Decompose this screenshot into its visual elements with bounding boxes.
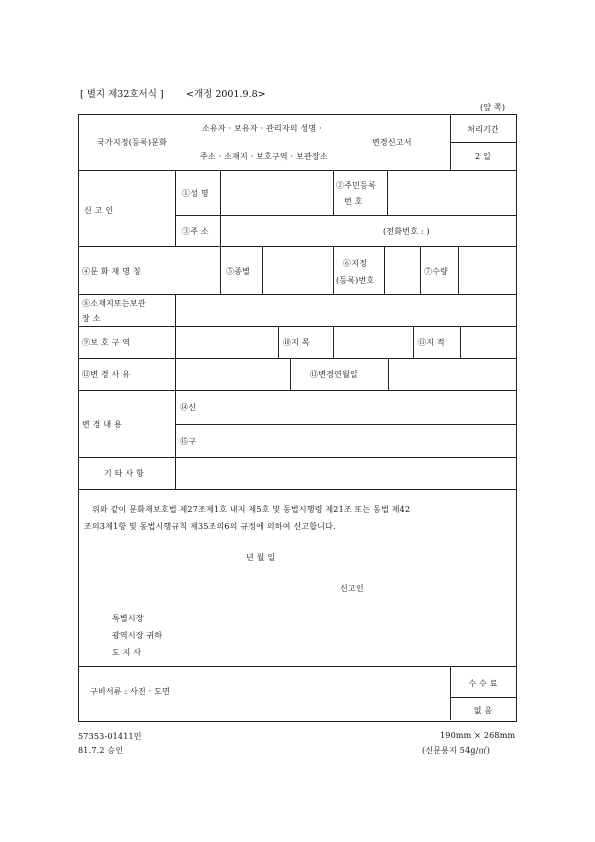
addressee-3: 도 지 사 bbox=[112, 648, 142, 657]
type-label: ⑤종별 bbox=[226, 267, 251, 276]
form-reference: [ 별지 제32호서식 ] bbox=[80, 89, 164, 100]
processing-period-value: 2 일 bbox=[475, 152, 491, 161]
resident-number-label-1: ②주민등록 bbox=[336, 181, 376, 190]
quantity-field[interactable] bbox=[459, 247, 515, 293]
lot-type-field[interactable] bbox=[334, 327, 412, 357]
addressee-1: 특별시장 bbox=[112, 614, 144, 623]
type-field[interactable] bbox=[263, 247, 332, 293]
statement-line-1: 위와 같이 문화재보호법 제27조제1호 내지 제5호 및 동법시행령 제21조 또는 동법 제42 bbox=[92, 505, 411, 514]
change-date-field[interactable] bbox=[389, 359, 515, 389]
area-label: ⑪지 적 bbox=[418, 338, 445, 347]
new-label: ⑭신 bbox=[180, 403, 197, 412]
other-label: 기 타 사 항 bbox=[104, 469, 144, 478]
heritage-name-label: ④문 화 재 명 칭 bbox=[82, 267, 141, 276]
quantity-label: ⑦수량 bbox=[424, 267, 449, 276]
reporter-label: 신 고 인 bbox=[84, 206, 114, 215]
paper-type: (신문용지 54g/㎡) bbox=[422, 746, 491, 755]
revision-note: <개정 2001.9.8> bbox=[186, 89, 266, 100]
title-line-2: 주소 · 소재지 · 보호구역 · 보관장소 bbox=[200, 152, 328, 161]
old-label: ⑮구 bbox=[180, 437, 197, 446]
fee-value: 없 음 bbox=[473, 706, 493, 715]
name-field[interactable] bbox=[221, 171, 332, 214]
location-label-1: ⑧소재지또는보관 bbox=[82, 299, 146, 308]
old-content-field[interactable] bbox=[200, 425, 515, 456]
heritage-name-field[interactable] bbox=[176, 247, 219, 293]
title-line-1: 소유자 · 보유자 · 관리자의 성명 · bbox=[202, 124, 322, 133]
addressee-2: 광역시장 귀하 bbox=[112, 631, 163, 640]
other-field[interactable] bbox=[176, 458, 515, 488]
title-prefix: 국가지정(등록)문화 bbox=[97, 138, 168, 147]
title-suffix: 변경신고서 bbox=[372, 138, 412, 147]
location-field[interactable] bbox=[176, 295, 515, 325]
change-date-label: ⑬변경연월일 bbox=[310, 370, 358, 379]
lot-type-label: ⑩지 목 bbox=[283, 338, 310, 347]
paper-size: 190mm × 268mm bbox=[440, 731, 516, 740]
date-line[interactable]: 년 월 일 bbox=[246, 553, 276, 562]
change-reason-field[interactable] bbox=[176, 359, 289, 389]
area-field[interactable] bbox=[461, 327, 515, 357]
signer-label: 신고인 bbox=[340, 584, 364, 593]
name-label: ①성 명 bbox=[182, 189, 209, 198]
designation-label-1: ⑥지정 bbox=[343, 259, 368, 268]
location-label-2: 장 소 bbox=[82, 314, 101, 323]
change-reason-label: ⑫변 경 사 유 bbox=[82, 370, 131, 379]
address-field[interactable] bbox=[221, 216, 381, 245]
change-content-label: 변 경 내 용 bbox=[82, 420, 122, 429]
address-label: ③주 소 bbox=[182, 227, 209, 236]
phone-field[interactable]: (전화번호 : ) bbox=[383, 227, 430, 236]
new-content-field[interactable] bbox=[200, 391, 515, 423]
required-documents: 구비서류 : 사진 · 도면 bbox=[90, 687, 171, 696]
statement-line-2: 조의3제1항 및 동법시행규칙 제35조의6의 규정에 의하여 신고합니다. bbox=[84, 522, 336, 531]
protection-zone-label: ⑨보 호 구 역 bbox=[82, 338, 131, 347]
page-side-label: (앞 쪽) bbox=[480, 103, 506, 112]
designation-field[interactable] bbox=[385, 247, 419, 293]
processing-period-label: 처리기간 bbox=[467, 125, 499, 134]
fee-label: 수 수 료 bbox=[468, 679, 498, 688]
protection-zone-field[interactable] bbox=[176, 327, 277, 357]
approval-note: 81.7.2 승인 bbox=[78, 746, 124, 755]
form-code: 57353-01411민 bbox=[78, 732, 142, 741]
resident-number-field[interactable] bbox=[388, 171, 515, 214]
resident-number-label-2: 번 호 bbox=[344, 197, 363, 206]
designation-label-2: (등록)번호 bbox=[336, 276, 375, 285]
